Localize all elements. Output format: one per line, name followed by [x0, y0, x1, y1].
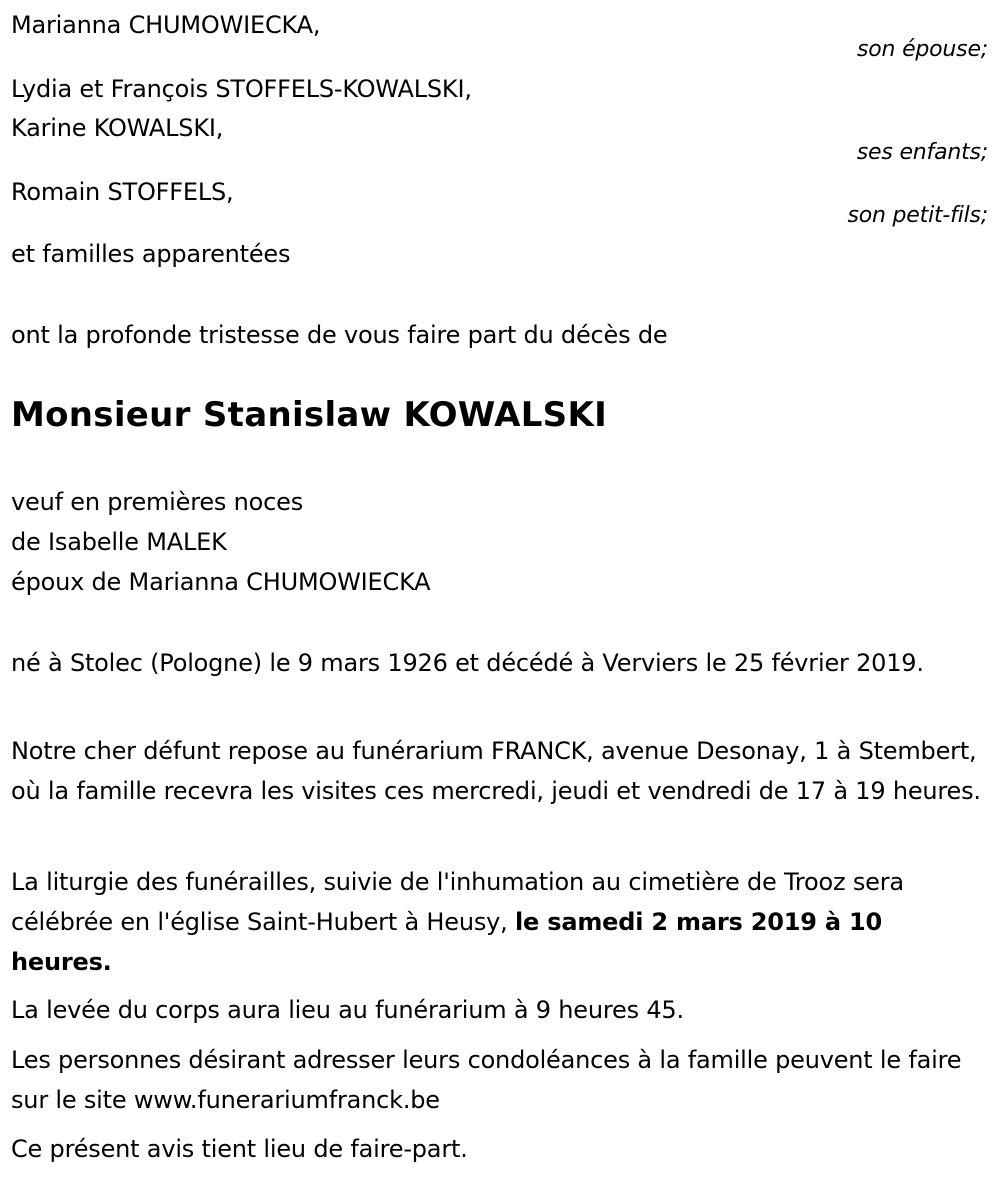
- deceased-name: Monsieur Stanislaw KOWALSKI: [11, 395, 608, 435]
- grandson-role: son petit-fils;: [847, 203, 988, 228]
- grandson-name: Romain STOFFELS,: [11, 178, 234, 206]
- spouse-name: Marianna CHUMOWIECKA,: [11, 11, 321, 39]
- spouse-of-status: époux de Marianna CHUMOWIECKA: [11, 568, 431, 596]
- spouse-role: son épouse;: [857, 37, 988, 62]
- notice-paragraph: Ce présent avis tient lieu de faire-part.: [11, 1135, 468, 1163]
- liturgy-paragraph: [11, 862, 986, 982]
- birth-death-paragraph: né à Stolec (Pologne) le 9 mars 1926 et décédé à Verviers le 25 février 2019.: [11, 649, 924, 677]
- levee-paragraph: La levée du corps aura lieu au funérarium à 9 heures 45.: [11, 996, 684, 1024]
- condolences-paragraph: Les personnes désirant adresser leurs condoléances à la famille peuvent le faire sur le site www.funerariumfranck.be: [11, 1046, 962, 1114]
- related-families: et familles apparentées: [11, 240, 291, 268]
- widower-status: veuf en premières noces: [11, 488, 304, 516]
- child-name-1: Lydia et François STOFFELS-KOWALSKI,: [11, 75, 472, 103]
- children-role: ses enfants;: [856, 140, 988, 165]
- liturgy-text: La liturgie des funérailles, suivie de l'inhumation au cimetière de Trooz sera célébrée en l'église Saint-Hubert à Heusy,: [11, 868, 904, 936]
- announcement-text: ont la profonde tristesse de vous faire part du décès de: [11, 321, 668, 349]
- funerarium-paragraph: Notre cher défunt repose au funérarium FRANCK, avenue Desonay, 1 à Stembert, où la famille recevra les visites ces mercredi, jeudi et vendredi de 17 à 19 heures.: [11, 737, 981, 805]
- child-name-2: Karine KOWALSKI,: [11, 114, 224, 142]
- liturgy-date: le samedi 2 mars 2019 à 10 heures.: [11, 908, 883, 976]
- first-wife-name: de Isabelle MALEK: [11, 528, 227, 556]
